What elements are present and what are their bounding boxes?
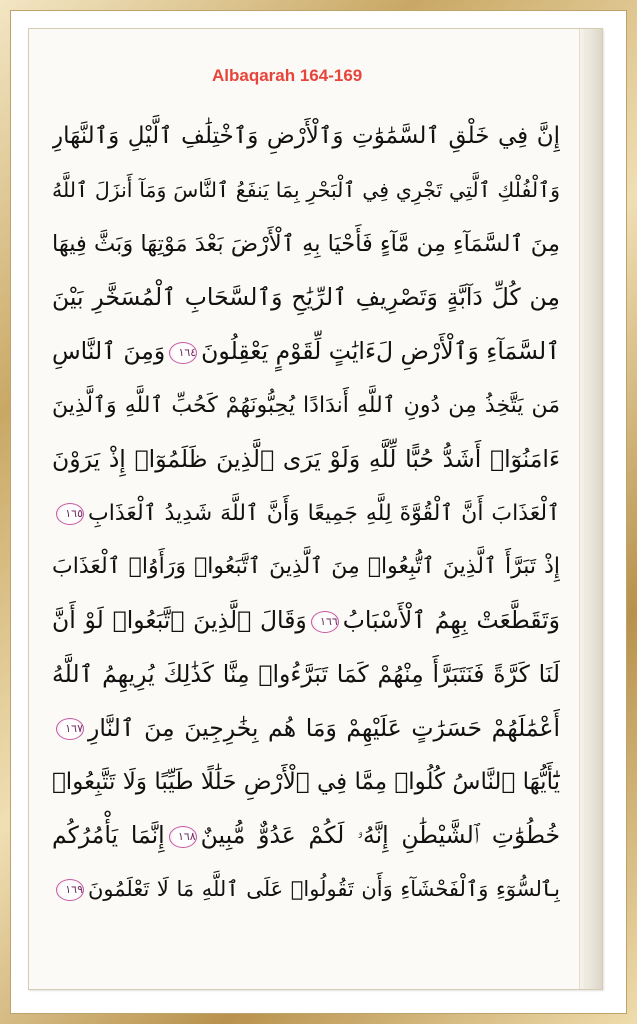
verse-line: مَن يَتَّخِذُ مِن دُونِ ٱللَّهِ أَندَادًا يُحِبُّونَهُمْ كَحُبِّ ٱللَّهِ وَٱلَّذِينَ bbox=[52, 392, 560, 418]
verse-line: ٱلسَّمَآءِ وَٱلْأَرْضِ لَءَايَٰتٍ لِّقَوْمٍ يَعْقِلُونَ١٦٤وَمِنَ ٱلنَّاسِ bbox=[52, 337, 560, 366]
ayah-number-marker: ١٦٨ bbox=[169, 826, 197, 848]
verse-line: مِن كُلِّ دَآبَّةٍ وَتَصْرِيفِ ٱلرِّيَٰحِ وَٱلسَّحَابِ ٱلْمُسَخَّرِ بَيْنَ bbox=[52, 283, 560, 312]
verse-line: مِنَ ٱلسَّمَآءِ مِن مَّآءٍ فَأَحْيَا بِهِ ٱلْأَرْضَ بَعْدَ مَوْتِهَا وَبَثَّ فِيهَا bbox=[52, 230, 560, 257]
verse-line: إِذْ تَبَرَّأَ ٱلَّذِينَ ٱتُّبِعُوا۟ مِنَ ٱلَّذِينَ ٱتَّبَعُوا۟ وَرَأَوُا۟ ٱلْعَذَابَ bbox=[52, 554, 560, 580]
verse-text bbox=[52, 110, 560, 917]
ayah-number-marker: ١٦٩ bbox=[56, 879, 84, 901]
page-edge bbox=[579, 29, 602, 989]
verse-line: وَٱلْفُلْكِ ٱلَّتِي تَجْرِي فِي ٱلْبَحْرِ بِمَا يَنفَعُ ٱلنَّاسَ وَمَآ أَنزَلَ ٱللَّهُ bbox=[52, 177, 560, 202]
ayah-number-marker: ١٦٦ bbox=[311, 611, 339, 633]
ayah-number-marker: ١٦٥ bbox=[56, 503, 84, 525]
verse-line: ءَامَنُوٓا۟ أَشَدُّ حُبًّا لِّلَّهِ وَلَوْ يَرَى ٱلَّذِينَ ظَلَمُوٓا۟ إِذْ يَرَوْنَ bbox=[52, 444, 560, 473]
page-title: Albaqarah 164-169 bbox=[212, 66, 363, 85]
verse-line: وَتَقَطَّعَتْ بِهِمُ ٱلْأَسْبَابُ١٦٦وَقَالَ ٱلَّذِينَ ٱتَّبَعُوا۟ لَوْ أَنَّ bbox=[52, 606, 560, 635]
verse-line: يَٰٓأَيُّهَا ٱلنَّاسُ كُلُوا۟ مِمَّا فِي ٱلْأَرْضِ حَلَٰلًا طَيِّبًا وَلَا تَتَّبِعُوا۟ bbox=[52, 768, 560, 795]
verse-line: ٱلْعَذَابَ أَنَّ ٱلْقُوَّةَ لِلَّهِ جَمِيعًا وَأَنَّ ٱللَّهَ شَدِيدُ ٱلْعَذَابِ١٦٥ bbox=[52, 487, 560, 541]
verse-line: لَنَا كَرَّةً فَنَتَبَرَّأَ مِنْهُمْ كَمَا تَبَرَّءُوا۟ مِنَّا كَذَٰلِكَ يُرِيهِمُ ٱللَّهُ bbox=[52, 659, 560, 688]
verse-line: خُطُوَٰتِ ٱلشَّيْطَٰنِ إِنَّهُۥ لَكُمْ عَدُوٌّ مُّبِينٌ١٦٨إِنَّمَا يَأْمُرُكُم bbox=[52, 821, 560, 850]
verse-line: إِنَّ فِي خَلْقِ ٱلسَّمَٰوَٰتِ وَٱلْأَرْضِ وَٱخْتِلَٰفِ ٱلَّيْلِ وَٱلنَّهَارِ bbox=[52, 123, 560, 149]
ayah-number-marker: ١٦٧ bbox=[56, 718, 84, 740]
verse-line: أَعْمَٰلَهُمْ حَسَرَٰتٍ عَلَيْهِمْ وَمَا هُم بِخَٰرِجِينَ مِنَ ٱلنَّارِ١٦٧ bbox=[52, 702, 560, 756]
verse-line: بِٱلسُّوٓءِ وَٱلْفَحْشَآءِ وَأَن تَقُولُوا۟ عَلَى ٱللَّهِ مَا لَا تَعْلَمُونَ١٦٩ bbox=[52, 863, 560, 917]
ayah-number-marker: ١٦٤ bbox=[169, 342, 197, 364]
